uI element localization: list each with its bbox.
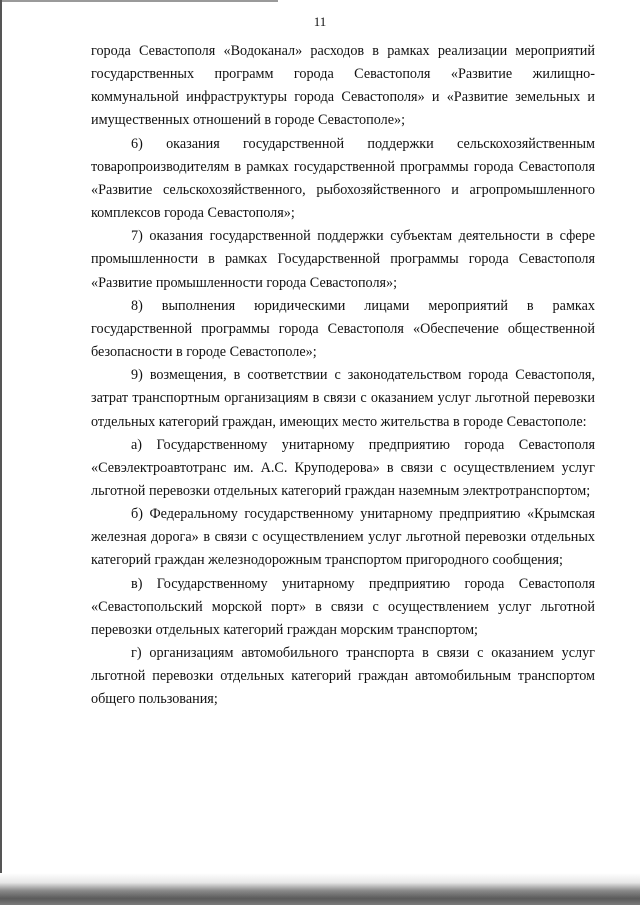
scan-top-edge — [0, 0, 278, 2]
scan-bottom-noise — [0, 873, 640, 905]
paragraph-subitem-g: г) организациям автомобильного транспорта в связи с оказанием услуг льготной перевозки отдельных категорий граждан автомобильным транспортом общего пользования; — [91, 645, 595, 708]
page-number: 11 — [313, 14, 327, 29]
paragraph-subitem-a: а) Государственному унитарному предприятию города Севастополя «Севэлектроавтотранс им. А.С. Круподерова» в связи с осуществлением услуг льготной перевозки отдельных категорий граждан наземным электротранспортом; — [91, 436, 595, 499]
document-body — [91, 40, 595, 712]
paragraph-subitem-b: б) Федеральному государственному унитарному предприятию «Крымская железная дорога» в связи с осуществлением услуг льготной перевозки отдельных категорий граждан железнодорожным транспортом пригородного сообщения; — [91, 506, 595, 569]
paragraph-item-8: 8) выполнения юридическими лицами мероприятий в рамках государственной программы города Севастополя «Обеспечение общественной безопасности в городе Севастополе»; — [91, 297, 595, 361]
scan-left-edge — [0, 0, 2, 905]
paragraph-item-9: 9) возмещения, в соответствии с законодательством города Севастополя, затрат транспортным организациям в связи с оказанием услуг льготной перевозки отдельных категорий граждан, имеющих место жительства в городе Севастополе: — [91, 367, 595, 430]
paragraph-item-7: 7) оказания государственной поддержки субъектам деятельности в сфере промышленности в рамках Государственной программы города Севастополя «Развитие промышленности города Севастополя»; — [91, 228, 595, 291]
paragraph-subitem-v: в) Государственному унитарному предприятию города Севастополя «Севастопольский морской порт» в связи с осуществлением услуг льготной перевозки отдельных категорий граждан морским транспортом; — [91, 575, 595, 638]
paragraph-continuation: города Севастополя «Водоканал» расходов в рамках реализации мероприятий государственных программ города Севастополя «Развитие жилищно-коммунальной инфраструктуры города Севастополя» и «Развитие земельных и имущественных отношений в городе Севастополе»; — [91, 43, 595, 129]
paragraph-item-6: 6) оказания государственной поддержки сельскохозяйственным товаропроизводителям в рамках государственной программы города Севастополя «Развитие сельскохозяйственного, рыбохозяйственного и агропромышленного комплексов города Севастополя»; — [91, 135, 595, 222]
